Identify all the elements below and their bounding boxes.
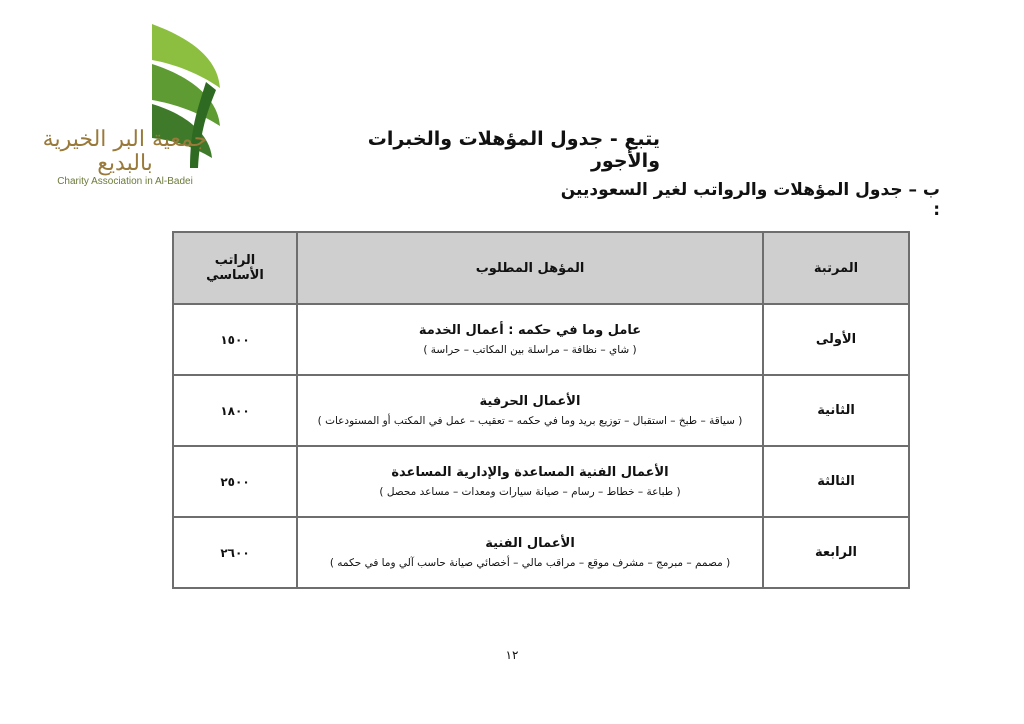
header-salary (173, 232, 297, 304)
salary-cell: ٢٥٠٠ (173, 446, 297, 517)
qualification-detail: ( طباعة – خطاط – رسام – صيانة سيارات ومعدات – مساعد محصل ) (379, 485, 681, 498)
qualification-title: عامل وما في حكمه : أعمال الخدمة (418, 322, 642, 338)
qualification-title: الأعمال الفنية المساعدة والإدارية المساعدة (391, 464, 669, 480)
rank-cell: الرابعة (763, 517, 909, 588)
salary-cell: ٢٦٠٠ (173, 517, 297, 588)
page-number: ١٢ (505, 648, 519, 662)
logo-english-name: Charity Association in Al-Badei (57, 176, 193, 187)
qualification-cell (297, 375, 763, 446)
qualifications-salaries-table (172, 231, 910, 589)
header-salary-line1: الراتب (214, 253, 256, 268)
table-row (173, 446, 909, 517)
rank-cell: الأولى (763, 304, 909, 375)
table-row (173, 375, 909, 446)
table-row (173, 517, 909, 588)
table-header-row (173, 232, 909, 304)
salary-cell: ١٥٠٠ (173, 304, 297, 375)
qualification-detail: ( مصمم – مبرمج – مشرف موقع – مراقب مالي – أخصائي صيانة حاسب آلي وما في حكمه ) (329, 556, 731, 569)
table-row (173, 304, 909, 375)
qualification-detail: ( سياقة – طبخ – استقبال – توزيع بريد وما في حكمه – تعقيب – عمل في المكتب أو المستودعات ) (317, 414, 743, 427)
header-qualification: المؤهل المطلوب (297, 232, 763, 304)
salary-cell: ١٨٠٠ (173, 375, 297, 446)
qualification-cell (297, 304, 763, 375)
header-rank: المرتبة (763, 232, 909, 304)
rank-cell: الثانية (763, 375, 909, 446)
qualification-cell (297, 517, 763, 588)
page-title: يتبع - جدول المؤهلات والخبرات والأجور (367, 128, 660, 172)
section-subtitle: ب – جدول المؤهلات والرواتب لغير السعوديين : (560, 180, 940, 220)
rank-cell: الثالثة (763, 446, 909, 517)
qualification-title: الأعمال الفنية (485, 535, 575, 551)
logo-caption (40, 128, 210, 188)
qualification-detail: ( شاي – نظافة – مراسلة بين المكاتب – حراسة ) (423, 343, 637, 356)
qualification-cell (297, 446, 763, 517)
logo-arabic-name: جمعية البر الخيرية بالبديع (42, 127, 208, 176)
header-salary-line2: الأساسي (206, 268, 264, 283)
qualification-title: الأعمال الحرفية (479, 393, 581, 409)
